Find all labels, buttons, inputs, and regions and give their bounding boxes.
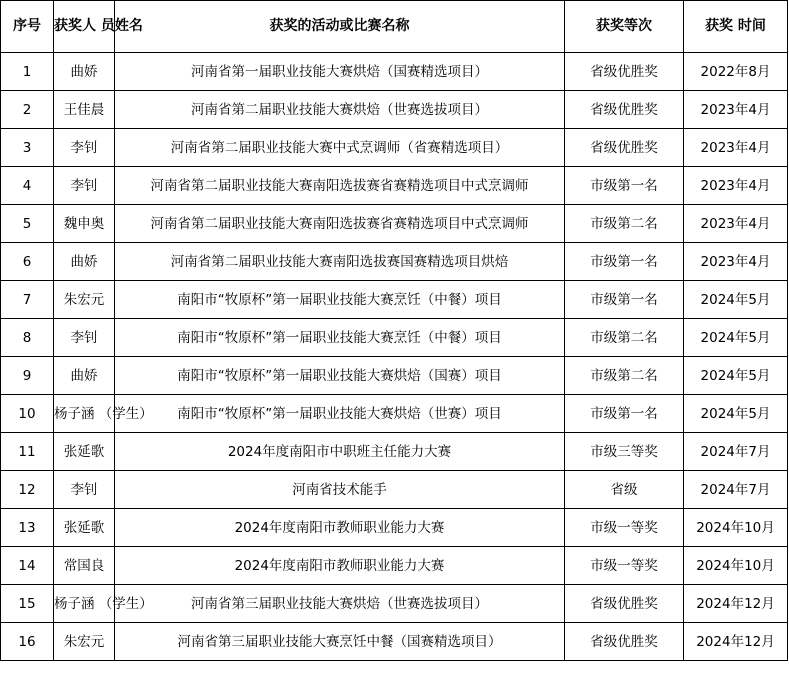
row-no-cell: 13 — [1, 509, 54, 547]
row-name-cell: 张延歌 — [54, 509, 115, 547]
row-no-cell: 3 — [1, 129, 54, 167]
row-time-cell: 2024年7月 — [684, 433, 788, 471]
table-row — [1, 167, 788, 205]
row-name-cell: 李钊 — [54, 319, 115, 357]
row-time-cell: 2024年12月 — [684, 623, 788, 661]
header-name: 获奖人 员姓名 — [54, 1, 115, 53]
table-row — [1, 547, 788, 585]
row-time-cell: 2023年4月 — [684, 129, 788, 167]
row-event-cell: 河南省第二届职业技能大赛烘焙（世赛选拔项目） — [115, 91, 565, 129]
row-event-cell: 河南省第二届职业技能大赛南阳选拔赛省赛精选项目中式烹调师 — [115, 205, 565, 243]
row-level-cell: 省级优胜奖 — [565, 623, 684, 661]
row-no-cell: 9 — [1, 357, 54, 395]
row-time-cell: 2024年7月 — [684, 471, 788, 509]
table-row — [1, 205, 788, 243]
row-no-cell: 8 — [1, 319, 54, 357]
table-body — [1, 53, 788, 661]
table-row — [1, 585, 788, 623]
row-time-cell: 2023年4月 — [684, 205, 788, 243]
row-level-cell: 省级 — [565, 471, 684, 509]
row-level-cell: 省级优胜奖 — [565, 129, 684, 167]
row-no-cell: 11 — [1, 433, 54, 471]
table-row — [1, 395, 788, 433]
row-no-cell: 15 — [1, 585, 54, 623]
row-name-cell: 杨子涵 （学生） — [54, 585, 115, 623]
table-row — [1, 91, 788, 129]
row-time-cell: 2022年8月 — [684, 53, 788, 91]
row-no-cell: 7 — [1, 281, 54, 319]
row-level-cell: 市级第一名 — [565, 167, 684, 205]
row-name-cell: 曲娇 — [54, 53, 115, 91]
row-no-cell: 10 — [1, 395, 54, 433]
row-no-cell: 6 — [1, 243, 54, 281]
row-event-cell: 河南省第一届职业技能大赛烘焙（国赛精选项目） — [115, 53, 565, 91]
row-name-cell: 张延歌 — [54, 433, 115, 471]
row-time-cell: 2024年10月 — [684, 509, 788, 547]
row-event-cell: 河南省第三届职业技能大赛烹饪中餐（国赛精选项目） — [115, 623, 565, 661]
row-name-cell: 朱宏元 — [54, 623, 115, 661]
row-event-cell: 河南省第二届职业技能大赛南阳选拔赛省赛精选项目中式烹调师 — [115, 167, 565, 205]
row-level-cell: 市级第一名 — [565, 243, 684, 281]
table-row — [1, 243, 788, 281]
row-event-cell: 2024年度南阳市教师职业能力大赛 — [115, 509, 565, 547]
row-time-cell: 2024年12月 — [684, 585, 788, 623]
header-no: 序号 — [1, 1, 54, 53]
row-name-cell: 王佳晨 — [54, 91, 115, 129]
row-no-cell: 12 — [1, 471, 54, 509]
table-row — [1, 509, 788, 547]
table-row — [1, 129, 788, 167]
row-time-cell: 2024年5月 — [684, 319, 788, 357]
row-level-cell: 省级优胜奖 — [565, 53, 684, 91]
row-event-cell: 南阳市“牧原杯”第一届职业技能大赛烘焙（世赛）项目 — [115, 395, 565, 433]
row-name-cell: 曲娇 — [54, 243, 115, 281]
row-level-cell: 市级一等奖 — [565, 547, 684, 585]
row-no-cell: 2 — [1, 91, 54, 129]
row-level-cell: 市级第二名 — [565, 357, 684, 395]
row-time-cell: 2024年5月 — [684, 281, 788, 319]
row-event-cell: 河南省第三届职业技能大赛烘焙（世赛选拔项目） — [115, 585, 565, 623]
row-name-cell: 常国良 — [54, 547, 115, 585]
table-row — [1, 623, 788, 661]
row-level-cell: 市级一等奖 — [565, 509, 684, 547]
row-name-cell: 李钊 — [54, 471, 115, 509]
table-row — [1, 53, 788, 91]
row-level-cell: 市级第二名 — [565, 319, 684, 357]
row-name-cell: 杨子涵 （学生） — [54, 395, 115, 433]
row-no-cell: 16 — [1, 623, 54, 661]
row-event-cell: 河南省第二届职业技能大赛中式烹调师（省赛精选项目） — [115, 129, 565, 167]
row-no-cell: 1 — [1, 53, 54, 91]
row-name-cell: 李钊 — [54, 129, 115, 167]
row-name-cell: 魏申奥 — [54, 205, 115, 243]
row-event-cell: 南阳市“牧原杯”第一届职业技能大赛烹饪（中餐）项目 — [115, 281, 565, 319]
header-event: 获奖的活动或比赛名称 — [115, 1, 565, 53]
row-level-cell: 市级第二名 — [565, 205, 684, 243]
row-time-cell: 2023年4月 — [684, 167, 788, 205]
table-row — [1, 281, 788, 319]
row-time-cell: 2024年5月 — [684, 357, 788, 395]
row-level-cell: 市级第一名 — [565, 281, 684, 319]
row-level-cell: 市级第一名 — [565, 395, 684, 433]
row-event-cell: 2024年度南阳市中职班主任能力大赛 — [115, 433, 565, 471]
row-level-cell: 省级优胜奖 — [565, 91, 684, 129]
row-name-cell: 曲娇 — [54, 357, 115, 395]
table-row — [1, 471, 788, 509]
row-no-cell: 5 — [1, 205, 54, 243]
row-time-cell: 2024年10月 — [684, 547, 788, 585]
row-level-cell: 市级三等奖 — [565, 433, 684, 471]
row-name-cell: 朱宏元 — [54, 281, 115, 319]
row-time-cell: 2023年4月 — [684, 91, 788, 129]
row-no-cell: 4 — [1, 167, 54, 205]
table-row — [1, 319, 788, 357]
row-event-cell: 南阳市“牧原杯”第一届职业技能大赛烘焙（国赛）项目 — [115, 357, 565, 395]
table-row — [1, 433, 788, 471]
header-level: 获奖等次 — [565, 1, 684, 53]
row-event-cell: 南阳市“牧原杯”第一届职业技能大赛烹饪（中餐）项目 — [115, 319, 565, 357]
header-time: 获奖 时间 — [684, 1, 788, 53]
row-event-cell: 河南省技术能手 — [115, 471, 565, 509]
row-event-cell: 河南省第二届职业技能大赛南阳选拔赛国赛精选项目烘焙 — [115, 243, 565, 281]
row-no-cell: 14 — [1, 547, 54, 585]
row-time-cell: 2023年4月 — [684, 243, 788, 281]
row-level-cell: 省级优胜奖 — [565, 585, 684, 623]
row-event-cell: 2024年度南阳市教师职业能力大赛 — [115, 547, 565, 585]
row-name-cell: 李钊 — [54, 167, 115, 205]
header-row — [1, 1, 788, 53]
row-time-cell: 2024年5月 — [684, 395, 788, 433]
table-row — [1, 357, 788, 395]
